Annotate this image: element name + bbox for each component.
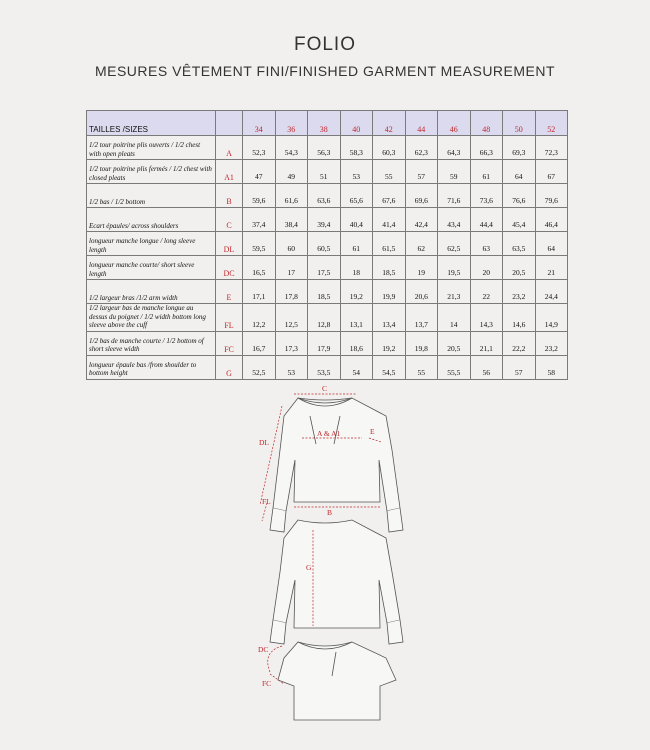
measure-value: 60,3 <box>373 136 406 160</box>
table-row <box>87 256 568 280</box>
measure-value: 59,6 <box>243 184 276 208</box>
measure-code: B <box>216 184 243 208</box>
measure-description: Ecart épaules/ across shoulders <box>87 208 216 232</box>
measure-value: 14,6 <box>503 304 536 332</box>
size-header-36: 36 <box>275 111 308 136</box>
measure-value: 14,3 <box>470 304 503 332</box>
size-header-42: 42 <box>373 111 406 136</box>
size-header-50: 50 <box>503 111 536 136</box>
measure-description: longueur manche courte/ short sleeve length <box>87 256 216 280</box>
long-sleeve-back-drawing <box>270 520 403 644</box>
measure-value: 17,3 <box>275 331 308 355</box>
measure-value: 64 <box>503 160 536 184</box>
table-row <box>87 280 568 304</box>
measure-value: 63,5 <box>503 232 536 256</box>
measure-value: 79,6 <box>535 184 568 208</box>
measure-value: 46,4 <box>535 208 568 232</box>
measure-value: 57 <box>405 160 438 184</box>
measure-value: 13,4 <box>373 304 406 332</box>
measure-value: 55,5 <box>438 355 471 379</box>
measure-value: 21,3 <box>438 280 471 304</box>
table-row <box>87 184 568 208</box>
measure-value: 54,5 <box>373 355 406 379</box>
label-dc: DC <box>258 645 269 654</box>
measure-value: 18,6 <box>340 331 373 355</box>
measure-value: 54,3 <box>275 136 308 160</box>
measure-value: 67,6 <box>373 184 406 208</box>
measure-value: 53 <box>275 355 308 379</box>
measure-value: 19,5 <box>438 256 471 280</box>
size-header-34: 34 <box>243 111 276 136</box>
measure-value: 54 <box>340 355 373 379</box>
measure-code: E <box>216 280 243 304</box>
measure-value: 17 <box>275 256 308 280</box>
sizes-header-label: TAILLES /SIZES <box>87 111 216 136</box>
measure-value: 24,4 <box>535 280 568 304</box>
measure-value: 62 <box>405 232 438 256</box>
measure-value: 40,4 <box>340 208 373 232</box>
size-header-38: 38 <box>308 111 341 136</box>
measure-value: 72,3 <box>535 136 568 160</box>
size-header-44: 44 <box>405 111 438 136</box>
measure-value: 45,4 <box>503 208 536 232</box>
short-sleeve-drawing <box>278 642 396 720</box>
measure-value: 67 <box>535 160 568 184</box>
measure-code: A1 <box>216 160 243 184</box>
measure-code: FC <box>216 331 243 355</box>
label-e: E <box>370 427 375 436</box>
label-c: C <box>322 384 328 393</box>
measure-value: 60 <box>275 232 308 256</box>
measure-value: 20,6 <box>405 280 438 304</box>
measure-value: 17,5 <box>308 256 341 280</box>
size-header-row <box>87 111 568 136</box>
measure-value: 73,6 <box>470 184 503 208</box>
measure-code: DC <box>216 256 243 280</box>
measure-value: 62,5 <box>438 232 471 256</box>
measure-value: 44,4 <box>470 208 503 232</box>
size-chart-body <box>87 136 568 380</box>
table-row <box>87 304 568 332</box>
measure-value: 21 <box>535 256 568 280</box>
label-fl: FL <box>262 497 271 506</box>
page-subtitle: MESURES VÊTEMENT FINI/FINISHED GARMENT MEASUREMENT <box>94 63 556 79</box>
measure-value: 19,8 <box>405 331 438 355</box>
measure-value: 61,6 <box>275 184 308 208</box>
table-row <box>87 136 568 160</box>
measure-description: longueur manche longue / long sleeve length <box>87 232 216 256</box>
size-header-46: 46 <box>438 111 471 136</box>
garment-diagrams <box>240 380 420 740</box>
measure-value: 47 <box>243 160 276 184</box>
measure-value: 19,2 <box>340 280 373 304</box>
table-row <box>87 232 568 256</box>
measure-value: 39,4 <box>308 208 341 232</box>
measure-code: FL <box>216 304 243 332</box>
measure-value: 14,9 <box>535 304 568 332</box>
measure-value: 52,5 <box>243 355 276 379</box>
measure-value: 20,5 <box>503 256 536 280</box>
measure-value: 49 <box>275 160 308 184</box>
measure-value: 14 <box>438 304 471 332</box>
measure-value: 69,3 <box>503 136 536 160</box>
measure-value: 41,4 <box>373 208 406 232</box>
measure-value: 55 <box>405 355 438 379</box>
label-g: G <box>306 563 312 572</box>
measure-value: 66,3 <box>470 136 503 160</box>
measure-code: G <box>216 355 243 379</box>
measure-value: 19 <box>405 256 438 280</box>
measure-value: 71,6 <box>438 184 471 208</box>
measure-description: 1/2 bas / 1/2 bottom <box>87 184 216 208</box>
measure-value: 23,2 <box>535 331 568 355</box>
measure-description: 1/2 tour poitrine plis ouverts / 1/2 chest with open pleats <box>87 136 216 160</box>
measure-description: longueur épaule bas /from shoulder to bottom height <box>87 355 216 379</box>
measure-value: 64,3 <box>438 136 471 160</box>
measure-value: 56 <box>470 355 503 379</box>
measure-value: 65,6 <box>340 184 373 208</box>
measure-value: 17,1 <box>243 280 276 304</box>
table-row <box>87 208 568 232</box>
label-b: B <box>327 508 333 517</box>
size-header-48: 48 <box>470 111 503 136</box>
measure-value: 63 <box>470 232 503 256</box>
measure-value: 58 <box>535 355 568 379</box>
measure-description: 1/2 largeur bas de manche longue au dessus du poignet / 1/2 width bottom long sleeve above the cuff <box>87 304 216 332</box>
measure-value: 20 <box>470 256 503 280</box>
measure-value: 51 <box>308 160 341 184</box>
measure-value: 17,8 <box>275 280 308 304</box>
measure-description: 1/2 largeur bras /1/2 arm width <box>87 280 216 304</box>
size-chart-table <box>86 110 568 380</box>
label-dl: DL <box>259 438 269 447</box>
measure-value: 62,3 <box>405 136 438 160</box>
measure-value: 21,1 <box>470 331 503 355</box>
measure-value: 43,4 <box>438 208 471 232</box>
measure-value: 13,1 <box>340 304 373 332</box>
measure-description: 1/2 bas de manche courte / 1/2 bottom of short sleeve width <box>87 331 216 355</box>
measure-value: 60,5 <box>308 232 341 256</box>
measure-value: 53 <box>340 160 373 184</box>
measure-value: 58,3 <box>340 136 373 160</box>
measure-value: 59,5 <box>243 232 276 256</box>
label-fc: FC <box>262 679 272 688</box>
measure-value: 76,6 <box>503 184 536 208</box>
measure-value: 22,2 <box>503 331 536 355</box>
measure-value: 53,5 <box>308 355 341 379</box>
measure-code: A <box>216 136 243 160</box>
code-header-cell <box>216 111 243 136</box>
measure-value: 13,7 <box>405 304 438 332</box>
measure-value: 61 <box>340 232 373 256</box>
measure-value: 52,3 <box>243 136 276 160</box>
long-sleeve-front-drawing <box>270 398 403 532</box>
measure-value: 12,5 <box>275 304 308 332</box>
measure-value: 38,4 <box>275 208 308 232</box>
measure-value: 19,2 <box>373 331 406 355</box>
table-row <box>87 331 568 355</box>
measure-value: 18,5 <box>373 256 406 280</box>
measure-value: 20,5 <box>438 331 471 355</box>
measure-value: 16,5 <box>243 256 276 280</box>
measure-value: 19,9 <box>373 280 406 304</box>
measure-value: 37,4 <box>243 208 276 232</box>
measure-value: 59 <box>438 160 471 184</box>
measure-value: 57 <box>503 355 536 379</box>
table-row <box>87 355 568 379</box>
measure-value: 63,6 <box>308 184 341 208</box>
measure-value: 23,2 <box>503 280 536 304</box>
measure-value: 12,2 <box>243 304 276 332</box>
measure-value: 61,5 <box>373 232 406 256</box>
measure-value: 16,7 <box>243 331 276 355</box>
measure-value: 61 <box>470 160 503 184</box>
size-header-40: 40 <box>340 111 373 136</box>
label-a-a1: A & A1 <box>317 429 341 438</box>
measure-code: DL <box>216 232 243 256</box>
brand-title: FOLIO <box>293 34 356 55</box>
measure-value: 18 <box>340 256 373 280</box>
measure-value: 18,5 <box>308 280 341 304</box>
measure-code: C <box>216 208 243 232</box>
measure-value: 17,9 <box>308 331 341 355</box>
measure-value: 22 <box>470 280 503 304</box>
measure-value: 69,6 <box>405 184 438 208</box>
measure-description: 1/2 tour poitrine plis fermés / 1/2 chest with closed pleats <box>87 160 216 184</box>
measure-value: 42,4 <box>405 208 438 232</box>
measure-value: 64 <box>535 232 568 256</box>
measure-value: 12,8 <box>308 304 341 332</box>
measure-value: 55 <box>373 160 406 184</box>
table-row <box>87 160 568 184</box>
size-header-52: 52 <box>535 111 568 136</box>
measure-value: 56,3 <box>308 136 341 160</box>
